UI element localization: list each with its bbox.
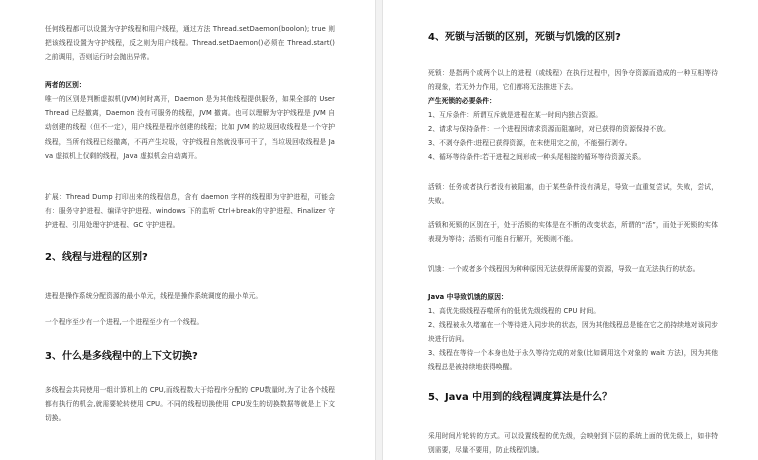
starvation-cause-3: 3、线程在等待一个本身也处于永久等待完成的对象(比如调用这个对象的 wait 方法)，因为其他线程总是被持续地获得唤醒。	[428, 349, 718, 372]
starvation-causes-title: Java 中导致饥饿的原因：	[428, 293, 508, 301]
deadlock-definition: 死锁：是指两个或两个以上的进程（或线程）在执行过程中，因争夺资源而造成的一种互相等待的现象，若无外力作用，它们都将无法推进下去。	[428, 69, 718, 92]
livelock-vs-deadlock: 活锁和死锁的区别在于，处于活锁的实体是在不断的改变状态，所谓的“活”，而处于死锁的实体表现为等待；活锁有可能自行解开，死锁则不能。	[428, 221, 718, 244]
scheduling-paragraph: 采用时间片轮转的方式。可以设置线程的优先级，会映射到下层的系统上面的优先级上，如非特别需要，尽量不要用，防止线程饥饿。	[428, 432, 718, 455]
deadlock-condition-4: 4、循环等待条件:若干进程之间形成一种头尾相接的循环等待资源关系。	[428, 153, 646, 161]
extension-paragraph: 扩展：Thread Dump 打印出来的线程信息，含有 daemon 字样的线程即为守护进程，可能会有：服务守护进程、编译守护进程、windows 下的监听 Ctrl+break的守护进程、Finalizer 守护进程、引用处理守护进程、GC 守护进程。	[45, 193, 335, 230]
deadlock-condition-1: 1、互斥条件：所谓互斥就是进程在某一时间内独占资源。	[428, 111, 603, 119]
deadlock-condition-3: 3、不剥夺条件:进程已获得资源，在末使用完之前，不能强行剥夺。	[428, 139, 632, 147]
deadlock-conditions-title: 产生死锁的必要条件：	[428, 97, 496, 105]
page-gutter	[375, 0, 383, 460]
difference-subtitle: 两者的区别：	[45, 81, 86, 89]
section-heading-5: 5、Java 中用到的线程调度算法是什么？	[428, 392, 613, 403]
left-page	[0, 0, 375, 460]
starvation-cause-1: 1、高优先级线程吞噬所有的低优先级线程的 CPU 时间。	[428, 307, 601, 315]
process-thread-paragraph: 进程是操作系统分配资源的最小单元，线程是操作系统调度的最小单元。	[45, 292, 263, 300]
livelock-definition: 活锁：任务或者执行者没有被阻塞，由于某些条件没有满足，导致一直重复尝试，失败，尝试，失败。	[428, 183, 718, 206]
starvation-cause-2: 2、线程被永久堵塞在一个等待进入同步块的状态，因为其他线程总是能在它之前持续地对该同步块进行访问。	[428, 321, 718, 344]
section-heading-3: 3、什么是多线程中的上下文切换?	[45, 351, 198, 362]
context-switch-paragraph: 多线程会共同使用一组计算机上的 CPU,而线程数大于给程序分配的 CPU数量时,为了让各个线程都有执行的机会,就需要轮转使用 CPU。不同的线程切换使用 CPU发生的切换数据等就是上下文切换。	[45, 386, 335, 423]
starvation-definition: 饥饿：一个或者多个线程因为种种原因无法获得所需要的资源，导致一直无法执行的状态。	[428, 265, 700, 273]
deadlock-condition-2: 2、请求与保持条件：一个进程因请求资源而阻塞时，对已获得的资源保持不放。	[428, 125, 670, 133]
difference-paragraph: 唯一的区别是判断虚拟机(JVM)何时离开，Daemon 是为其他线程提供服务，如果全部的 User Thread 已经撤离，Daemon 没有可服务的线程，JVM 撤离。也可以理解为守护线程是 JVM 自动创建的线程（但不一定），用户线程是程序创建的线程；比如 JVM 的垃圾回收线程是一个守护线程，当所有线程已经撤离，不再产生垃圾，守护线程自然就没事可干了，当垃圾回收线程是 Java 虚拟机上仅剩的线程，Java 虚拟机会自动离开。	[45, 95, 335, 160]
daemon-intro-paragraph: 任何线程都可以设置为守护线程和用户线程，通过方法 Thread.setDaemon(boolon); true 则把该线程设置为守护线程，反之则为用户线程。Thread.setDaemon()必须在 Thread.start()之前调用，否则运行时会抛出异常。	[45, 25, 335, 62]
section-heading-4: 4、死锁与活锁的区别，死锁与饥饿的区别?	[428, 32, 621, 43]
program-process-paragraph: 一个程序至少有一个进程,一个进程至少有一个线程。	[45, 318, 204, 326]
section-heading-2: 2、线程与进程的区别?	[45, 252, 148, 263]
right-page	[383, 0, 758, 460]
